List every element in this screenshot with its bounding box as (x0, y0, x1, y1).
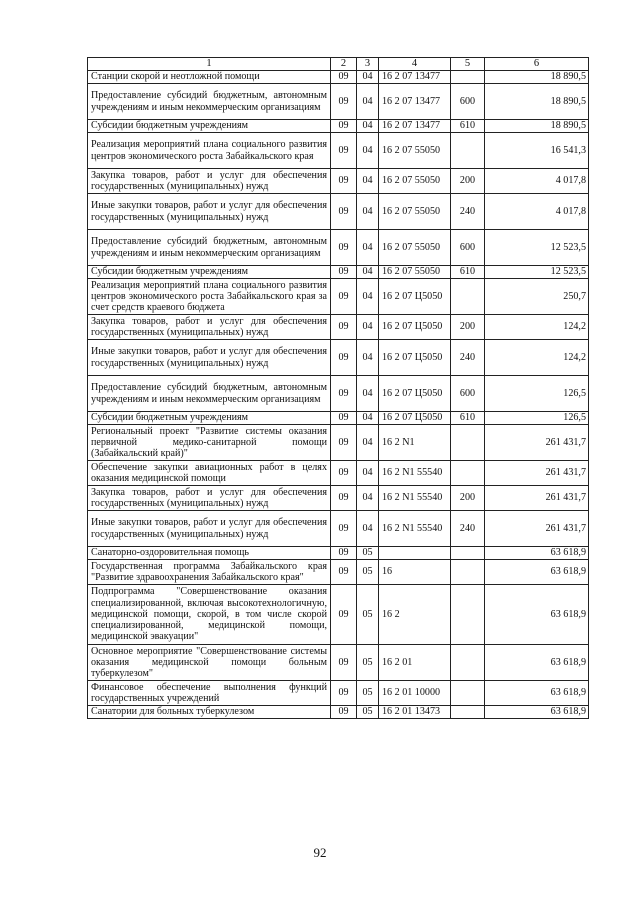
table-row (88, 230, 589, 266)
row-target-article: 16 2 07 13477 (379, 84, 451, 120)
row-target-article: 16 2 N1 55540 (379, 461, 451, 486)
row-expense-type (451, 585, 485, 645)
row-subsection: 04 (357, 71, 379, 84)
row-target-article: 16 2 01 13473 (379, 706, 451, 719)
row-amount: 12 523,5 (485, 230, 589, 266)
table-body (88, 71, 589, 719)
row-target-article (379, 547, 451, 560)
row-amount: 63 618,9 (485, 681, 589, 706)
table-row (88, 585, 589, 645)
row-name: Санаторно-оздоровительная помощь (88, 547, 331, 560)
row-expense-type: 610 (451, 120, 485, 133)
header-col-1: 1 (88, 58, 331, 71)
row-target-article: 16 2 01 (379, 645, 451, 681)
row-expense-type (451, 547, 485, 560)
row-section: 09 (331, 425, 357, 461)
row-amount: 63 618,9 (485, 645, 589, 681)
row-target-article: 16 2 07 Ц5050 (379, 412, 451, 425)
table-row (88, 511, 589, 547)
row-amount: 261 431,7 (485, 425, 589, 461)
row-subsection: 05 (357, 585, 379, 645)
table-row (88, 120, 589, 133)
row-name: Реализация мероприятий плана социального развития центров экономического роста Забайкальского края за счет средств краевого бюджета (88, 279, 331, 315)
row-expense-type (451, 71, 485, 84)
row-amount: 18 890,5 (485, 120, 589, 133)
row-subsection: 04 (357, 412, 379, 425)
row-amount: 18 890,5 (485, 84, 589, 120)
table-row (88, 645, 589, 681)
row-subsection: 04 (357, 133, 379, 169)
row-expense-type (451, 461, 485, 486)
row-amount: 63 618,9 (485, 585, 589, 645)
row-section: 09 (331, 681, 357, 706)
row-expense-type (451, 645, 485, 681)
row-section: 09 (331, 511, 357, 547)
row-expense-type: 610 (451, 412, 485, 425)
row-section: 09 (331, 585, 357, 645)
row-section: 09 (331, 560, 357, 585)
row-amount: 124,2 (485, 340, 589, 376)
table-row (88, 681, 589, 706)
table-row (88, 340, 589, 376)
row-section: 09 (331, 230, 357, 266)
row-name: Подпрограмма "Совершенствование оказания специализированной, включая высокотехнологичную, медицинской помощи, скорой, в том числе скорой специализированной, медицинской помощи, медицинской эвакуации" (88, 585, 331, 645)
row-subsection: 04 (357, 425, 379, 461)
row-target-article: 16 2 N1 (379, 425, 451, 461)
budget-table (87, 57, 589, 719)
row-name: Иные закупки товаров, работ и услуг для обеспечения государственных (муниципальных) нужд (88, 194, 331, 230)
row-amount: 124,2 (485, 315, 589, 340)
table-row (88, 84, 589, 120)
table-row (88, 560, 589, 585)
row-name: Обеспечение закупки авиационных работ в целях оказания медицинской помощи (88, 461, 331, 486)
row-expense-type (451, 681, 485, 706)
table-row (88, 279, 589, 315)
budget-table-container (87, 57, 588, 719)
row-amount: 261 431,7 (485, 461, 589, 486)
row-target-article: 16 2 07 Ц5050 (379, 279, 451, 315)
row-subsection: 04 (357, 486, 379, 511)
row-section: 09 (331, 376, 357, 412)
row-target-article: 16 2 07 Ц5050 (379, 340, 451, 376)
row-amount: 4 017,8 (485, 194, 589, 230)
row-subsection: 05 (357, 681, 379, 706)
row-target-article: 16 2 07 Ц5050 (379, 376, 451, 412)
row-section: 09 (331, 84, 357, 120)
row-subsection: 05 (357, 560, 379, 585)
table-row (88, 376, 589, 412)
row-subsection: 04 (357, 230, 379, 266)
row-name: Станции скорой и неотложной помощи (88, 71, 331, 84)
row-subsection: 04 (357, 194, 379, 230)
row-target-article: 16 2 N1 55540 (379, 486, 451, 511)
row-subsection: 04 (357, 169, 379, 194)
row-expense-type (451, 425, 485, 461)
header-col-2: 2 (331, 58, 357, 71)
row-target-article: 16 2 07 55050 (379, 230, 451, 266)
row-name: Реализация мероприятий плана социального развития центров экономического роста Забайкальского края (88, 133, 331, 169)
row-name: Предоставление субсидий бюджетным, автономным учреждениям и иным некоммерческим организациям (88, 84, 331, 120)
row-name: Предоставление субсидий бюджетным, автономным учреждениям и иным некоммерческим организациям (88, 376, 331, 412)
row-section: 09 (331, 547, 357, 560)
table-row (88, 412, 589, 425)
row-amount: 12 523,5 (485, 266, 589, 279)
row-section: 09 (331, 706, 357, 719)
row-expense-type: 200 (451, 315, 485, 340)
row-name: Субсидии бюджетным учреждениям (88, 412, 331, 425)
row-expense-type (451, 706, 485, 719)
table-row (88, 425, 589, 461)
row-expense-type: 610 (451, 266, 485, 279)
row-amount: 63 618,9 (485, 560, 589, 585)
row-section: 09 (331, 461, 357, 486)
row-amount: 63 618,9 (485, 547, 589, 560)
row-target-article: 16 2 07 55050 (379, 133, 451, 169)
row-subsection: 04 (357, 315, 379, 340)
row-amount: 126,5 (485, 412, 589, 425)
row-target-article: 16 2 07 55050 (379, 194, 451, 230)
row-target-article: 16 (379, 560, 451, 585)
row-section: 09 (331, 266, 357, 279)
row-expense-type: 600 (451, 376, 485, 412)
table-row (88, 71, 589, 84)
row-amount: 250,7 (485, 279, 589, 315)
row-expense-type: 600 (451, 84, 485, 120)
table-row (88, 547, 589, 560)
page-number: 92 (313, 845, 327, 860)
row-subsection: 04 (357, 340, 379, 376)
row-subsection: 04 (357, 120, 379, 133)
table-row (88, 315, 589, 340)
row-target-article: 16 2 01 10000 (379, 681, 451, 706)
table-header-row (88, 58, 589, 71)
row-section: 09 (331, 645, 357, 681)
row-target-article: 16 2 N1 55540 (379, 511, 451, 547)
row-name: Иные закупки товаров, работ и услуг для обеспечения государственных (муниципальных) нужд (88, 511, 331, 547)
row-name: Государственная программа Забайкальского края "Развитие здравоохранения Забайкальского края" (88, 560, 331, 585)
row-section: 09 (331, 315, 357, 340)
row-target-article: 16 2 07 55050 (379, 266, 451, 279)
row-amount: 18 890,5 (485, 71, 589, 84)
row-name: Субсидии бюджетным учреждениям (88, 120, 331, 133)
row-subsection: 04 (357, 376, 379, 412)
header-col-4: 4 (379, 58, 451, 71)
row-name: Санатории для больных туберкулезом (88, 706, 331, 719)
row-name: Закупка товаров, работ и услуг для обеспечения государственных (муниципальных) нужд (88, 486, 331, 511)
row-subsection: 04 (357, 84, 379, 120)
row-section: 09 (331, 169, 357, 194)
row-amount: 16 541,3 (485, 133, 589, 169)
row-subsection: 04 (357, 461, 379, 486)
row-expense-type: 200 (451, 486, 485, 511)
row-subsection: 04 (357, 511, 379, 547)
row-amount: 261 431,7 (485, 511, 589, 547)
row-target-article: 16 2 07 55050 (379, 169, 451, 194)
row-name: Региональный проект "Развитие системы оказания первичной медико-санитарной помощи (Забайкальский край)" (88, 425, 331, 461)
row-target-article: 16 2 07 13477 (379, 120, 451, 133)
header-col-6: 6 (485, 58, 589, 71)
row-name: Иные закупки товаров, работ и услуг для обеспечения государственных (муниципальных) нужд (88, 340, 331, 376)
row-section: 09 (331, 340, 357, 376)
row-expense-type (451, 560, 485, 585)
row-subsection: 05 (357, 706, 379, 719)
row-amount: 4 017,8 (485, 169, 589, 194)
row-name: Субсидии бюджетным учреждениям (88, 266, 331, 279)
row-expense-type (451, 133, 485, 169)
row-expense-type: 240 (451, 340, 485, 376)
row-section: 09 (331, 120, 357, 133)
row-subsection: 05 (357, 645, 379, 681)
row-section: 09 (331, 194, 357, 230)
row-section: 09 (331, 71, 357, 84)
row-name: Предоставление субсидий бюджетным, автономным учреждениям и иным некоммерческим организациям (88, 230, 331, 266)
row-subsection: 04 (357, 266, 379, 279)
row-expense-type: 600 (451, 230, 485, 266)
row-expense-type: 240 (451, 194, 485, 230)
table-row (88, 706, 589, 719)
row-amount: 261 431,7 (485, 486, 589, 511)
row-name: Основное мероприятие "Совершенствование системы оказания медицинской помощи больным туберкулезом" (88, 645, 331, 681)
row-section: 09 (331, 486, 357, 511)
header-col-3: 3 (357, 58, 379, 71)
row-name: Закупка товаров, работ и услуг для обеспечения государственных (муниципальных) нужд (88, 315, 331, 340)
row-name: Закупка товаров, работ и услуг для обеспечения государственных (муниципальных) нужд (88, 169, 331, 194)
table-row (88, 266, 589, 279)
row-target-article: 16 2 (379, 585, 451, 645)
table-row (88, 461, 589, 486)
row-expense-type: 200 (451, 169, 485, 194)
header-col-5: 5 (451, 58, 485, 71)
row-target-article: 16 2 07 Ц5050 (379, 315, 451, 340)
table-row (88, 194, 589, 230)
row-section: 09 (331, 279, 357, 315)
table-row (88, 133, 589, 169)
table-row (88, 169, 589, 194)
row-amount: 126,5 (485, 376, 589, 412)
row-expense-type (451, 279, 485, 315)
row-subsection: 05 (357, 547, 379, 560)
table-row (88, 486, 589, 511)
row-target-article: 16 2 07 13477 (379, 71, 451, 84)
row-section: 09 (331, 412, 357, 425)
row-name: Финансовое обеспечение выполнения функций государственных учреждений (88, 681, 331, 706)
row-subsection: 04 (357, 279, 379, 315)
row-expense-type: 240 (451, 511, 485, 547)
row-section: 09 (331, 133, 357, 169)
row-amount: 63 618,9 (485, 706, 589, 719)
